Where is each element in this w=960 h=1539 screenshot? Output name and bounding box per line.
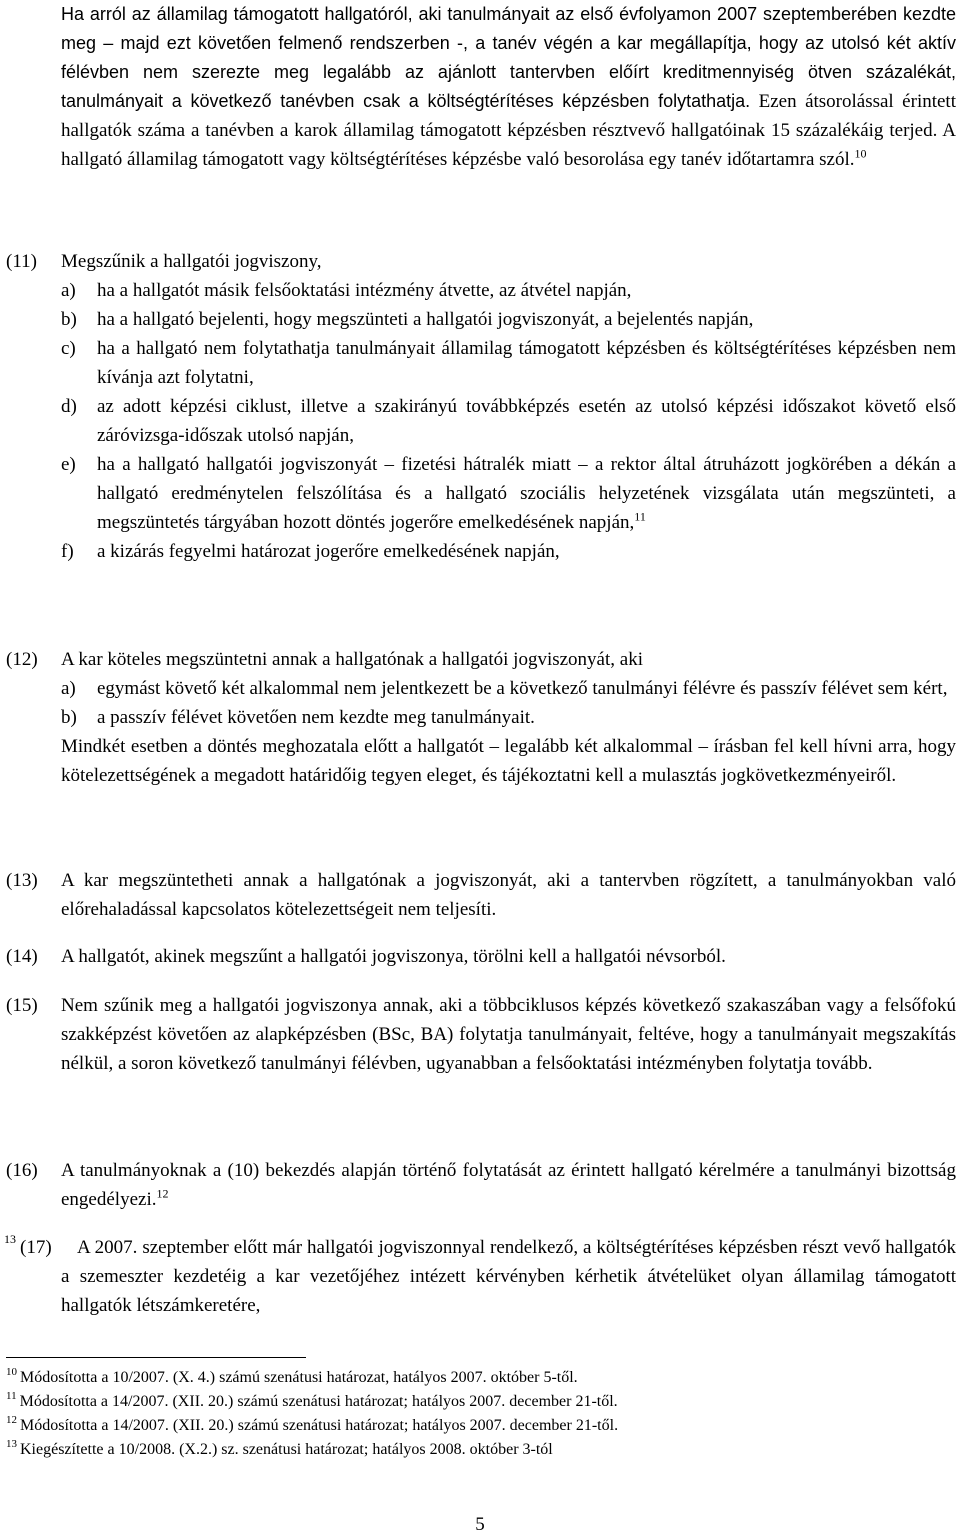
- item-label: a): [61, 280, 76, 301]
- paragraph-16: [6, 1156, 956, 1214]
- paragraph-17: [6, 1233, 956, 1320]
- footnote-text: Kiegészítette a 10/2008. (X.2.) sz. szenátusi határozat; hatályos 2008. október 3-tól: [20, 1441, 553, 1458]
- paragraph-12: [6, 645, 956, 790]
- intro-paragraph: [61, 0, 956, 174]
- item-label: b): [61, 707, 77, 728]
- footnote-number: 13: [6, 1438, 17, 1450]
- footnote-text: Módosította a 10/2007. (X. 4.) számú szenátusi határozat, hatályos 2007. október 5-től.: [20, 1369, 578, 1386]
- paragraph-text: A tanulmányoknak a (10) bekezdés alapján történő folytatását az érintett hallgató kérelmére a tanulmányi bizottság engedélyezi.: [61, 1160, 956, 1210]
- footnote-divider: [6, 1357, 306, 1358]
- paragraph-lead: A kar köteles megszüntetni annak a hallgatónak a hallgatói jogviszonyát, aki: [61, 649, 643, 670]
- footnote-11: [6, 1390, 956, 1414]
- paragraph-11: [6, 247, 956, 566]
- footnotes: [6, 1366, 956, 1462]
- paragraph-13: [6, 866, 956, 924]
- item-text: ha a hallgató bejelenti, hogy megszünteti a hallgatói jogviszonyát, a bejelentés napján,: [97, 309, 754, 330]
- item-text: ha a hallgató nem folytathatja tanulmányait államilag támogatott képzésben és költségtérítéses képzésben nem kívánja azt folytatni,: [97, 338, 956, 388]
- item-list: [61, 674, 956, 732]
- intro-text-part-1: Ha arról az államilag támogatott hallgatóról, aki tanulmányait az első évfolyamon 2007 szeptemberében kezdte meg – majd ezt követően felmenő rendszerben -, a tanév végén a kar megállapítja, hogy az utolsó két aktív félévben nem szerezte meg legalább az ajánlott tantervben előírt kreditmennyiség ötven százalékát, tanulmányait a következő tanévben csak a költségtérítéses képzésben folytathatja.: [61, 4, 956, 111]
- footnote-ref-12[interactable]: 12: [156, 1186, 169, 1201]
- list-item: [61, 276, 956, 305]
- paragraph-14: [6, 942, 956, 971]
- paragraph-number: (11): [6, 251, 37, 272]
- item-label: b): [61, 309, 77, 330]
- footnote-ref-10[interactable]: 10: [854, 146, 867, 161]
- footnote-ref-13[interactable]: 13: [4, 1232, 16, 1246]
- paragraph-lead: Megszűnik a hallgatói jogviszony,: [61, 251, 322, 272]
- item-list: [61, 276, 956, 566]
- item-text: a passzív félévet követően nem kezdte meg tanulmányait.: [97, 707, 535, 728]
- item-label: d): [61, 396, 77, 417]
- item-text: egymást követő két alkalommal nem jelentkezett be a következő tanulmányi félévre és passzív félévet sem kért,: [97, 678, 948, 699]
- footnote-10: [6, 1366, 956, 1390]
- footnote-ref-11[interactable]: 11: [634, 509, 646, 524]
- item-text: az adott képzési ciklust, illetve a szakirányú továbbképzés esetén az utolsó képzési időszakot követő első záróvizsga-időszak utolsó napján,: [97, 396, 956, 446]
- footnote-number: 12: [6, 1414, 17, 1426]
- footnote-text: Módosította a 14/2007. (XII. 20.) számú szenátusi határozat; hatályos 2007. december 21-től.: [19, 1393, 618, 1410]
- item-text: ha a hallgatót másik felsőoktatási intézmény átvette, az átvétel napján,: [97, 280, 632, 301]
- footnote-13: [6, 1438, 956, 1462]
- paragraph-number: (12): [6, 649, 38, 670]
- list-item: [61, 674, 956, 703]
- item-label: c): [61, 338, 76, 359]
- paragraph-number: (16): [6, 1160, 38, 1181]
- item-label: a): [61, 678, 76, 699]
- list-item: [61, 392, 956, 450]
- list-item: [61, 334, 956, 392]
- footnote-text: Módosította a 14/2007. (XII. 20.) számú szenátusi határozat; hatályos 2007. december 21-től.: [20, 1417, 619, 1434]
- footnote-12: [6, 1414, 956, 1438]
- paragraph-text: A kar megszüntetheti annak a hallgatónak a jogviszonyát, aki a tantervben rögzített, a tanulmányokban való előrehaladással kapcsolatos kötelezettségeit nem teljesíti.: [61, 870, 956, 920]
- item-label: f): [61, 541, 74, 562]
- paragraph-number: (17): [20, 1237, 52, 1258]
- paragraph-tail: Mindkét esetben a döntés meghozatala előtt a hallgatót – legalább két alkalommal – írásban fel kell hívni arra, hogy kötelezettségének a megadott határidőig tegyen eleget, és tájékoztatni kell a mulasztás jogkövetkezményeiről.: [61, 736, 956, 786]
- list-item: [61, 305, 956, 334]
- paragraph-text: A 2007. szeptember előtt már hallgatói jogviszonnyal rendelkező, a költségtérítéses képzésben részt vevő hallgatók a szemeszter kezdetéig a kar vezetőjéhez intézett kérvényben kérhetik átvételüket olyan államilag támogatott hallgatók létszámkeretére,: [61, 1237, 956, 1316]
- footnote-number: 11: [6, 1390, 17, 1402]
- page-number: 5: [475, 1514, 485, 1535]
- list-item: [61, 537, 956, 566]
- paragraph-number: (15): [6, 995, 38, 1016]
- paragraph-number: (13): [6, 870, 38, 891]
- paragraph-text: Nem szűnik meg a hallgatói jogviszonya annak, aki a többciklusos képzés következő szakaszában vagy a felsőfokú szakképzést követően az alapképzésben (BSc, BA) folytatja tanulmányait, feltéve, hogy a tanulmányait megszakítás nélkül, a soron következő tanulmányi félévben, ugyanabban a felsőoktatási intézményben folytatja tovább.: [61, 995, 956, 1074]
- list-item: [61, 703, 956, 732]
- item-label: e): [61, 454, 76, 475]
- item-text: a kizárás fegyelmi határozat jogerőre emelkedésének napján,: [97, 541, 560, 562]
- paragraph-15: [6, 991, 956, 1078]
- item-text: ha a hallgató hallgatói jogviszonyát – fizetési hátralék miatt – a rektor által átruházott jogkörében a dékán a hallgató eredménytelen felszólítása és a hallgató szociális helyzetének vizsgálata után megszünteti, a megszüntetés tárgyában hozott döntés jogerőre emelkedésének napján,: [97, 454, 956, 533]
- intro-text-part-2: Ezen átsorolással érintett hallgatók száma a tanévben a karok államilag támogatott képzésben résztvevő hallgatóinak 15 százalékáig terjed.: [61, 91, 956, 141]
- paragraph-text: A hallgatót, akinek megszűnt a hallgatói jogviszonya, törölni kell a hallgatói névsorból.: [61, 946, 726, 967]
- footnote-number: 10: [6, 1366, 17, 1378]
- paragraph-number: (14): [6, 946, 38, 967]
- intro-text-part-3: A hallgató államilag támogatott vagy költségtérítéses képzésbe való besorolása egy tanév időtartamra szól.: [61, 120, 956, 170]
- list-item: [61, 450, 956, 537]
